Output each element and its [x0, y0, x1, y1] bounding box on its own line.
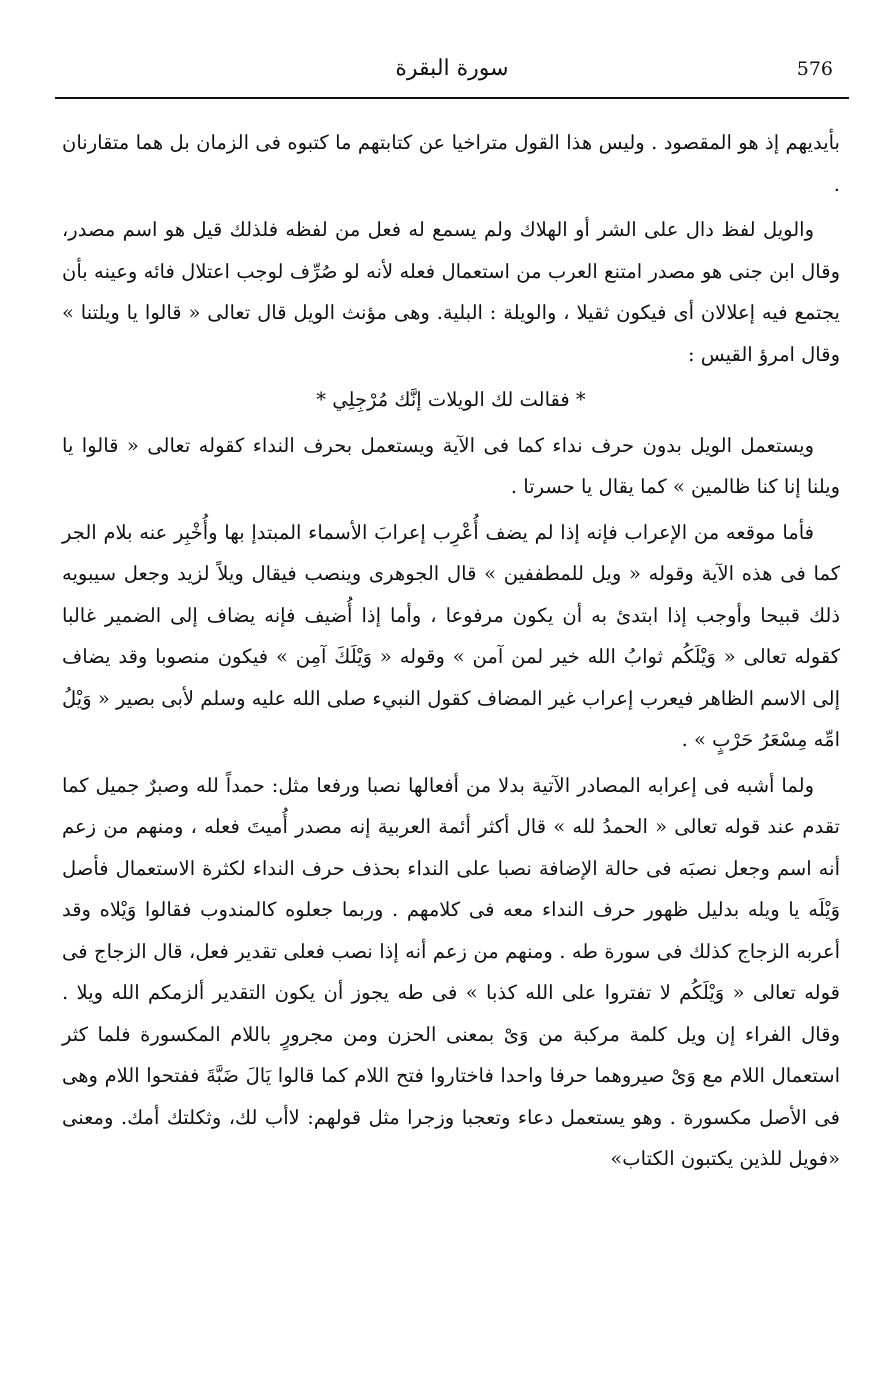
poetry-verse: * فقالت لك الويلات إنَّك مُرْجِلِي * — [316, 388, 586, 411]
paragraph-wayl-irab: فأما موقعه من الإعراب فإنه إذا لم يضف أُعْرِب إعرابَ الأسماء المبتدإ بها وأُخْبِر عنه بلام الجر كما فى هذه الآية وقوله « ويل للمطففين » قال الجوهرى وينصب فيقال ويلاً لزيد وجعل سيبويه ذلك قبيحا وأوجب إذا ابتدئ به أن يكون مرفوعا ، وأما إذا أُضيف فإنه يضاف إلى الضمير غالبا كقوله تعالى « وَيْلَكُم ثوابُ الله خير لمن آمن » وقوله « وَيْلَكَ آمِن » فيكون منصوبا وقد يضاف إلى الاسم الظاهر فيعرب إعراب غير المضاف كقول النبيء صلى الله عليه وسلم لأبى بصير « وَيْلُ امِّه مِسْعَرُ حَرْبٍ » . — [62, 520, 840, 751]
paragraph-continuation: بأيديهم إذ هو المقصود . وليس هذا القول متراخيا عن كتابتهم ما كتبوه فى الزمان بل هما متقارنان . — [62, 131, 840, 196]
page-number: 576 — [796, 58, 833, 80]
header-divider — [55, 97, 849, 99]
paragraph-wayl-masdar: ولما أشبه فى إعرابه المصادر الآتية بدلا من أفعالها نصبا ورفعا مثل: حمداً لله وصبرٌ جميل كما تقدم عند قوله تعالى « الحمدُ لله » قال أكثر أئمة العربية إنه مصدر أُميتَ فعله ، ومنهم من زعم أنه اسم وجعل نصبَه فى حالة الإضافة نصبا على النداء بحذف حرف النداء لكثرة الاستعمال فأصل وَيْلَه يا ويله بدليل ظهور حرف النداء معه فى كلامهم . وربما جعلوه كالمندوب فقالوا وَيْلاه وقد أعربه الزجاج كذلك فى سورة طه . ومنهم من زعم أنه إذا نصب فعلى تقدير فعل، قال الزجاج فى قوله تعالى « وَيْلَكُم لا تفتروا على الله كذبا » فى طه يجوز أن يكون التقدير ألزمكم الله ويلا . وقال الفراء إن ويل كلمة مركبة من وَىْ بمعنى الحزن ومن مجرورٍ باللام المكسورة فلما كثر استعمال اللام مع وَىْ صيروهما حرفا واحدا فاختاروا فتح اللام كما قالوا يَالَ ضَبَّةَ ففتحوا اللام وهى فى الأصل مكسورة . وهو يستعمل دعاء وتعجبا وزجرا مثل قولهم: لاأب لك، وثكلتك أمك. ومعنى «فويل للذين يكتبون الكتاب» — [62, 773, 840, 1170]
paragraph-wayl-definition: والويل لفظ دال على الشر أو الهلاك ولم يسمع له فعل من لفظه فلذلك قيل هو اسم مصدر، وقال ابن جنى هو مصدر امتنع العرب من استعمال فعله لأنه لو صُرِّف لوجب اعتلال فائه وعينه بأن يجتمع فيه إعلالان أى فيكون ثقيلا ، والويلة : البلية. وهى مؤنث الويل قال تعالى « قالوا يا ويلتنا » وقال امرؤ القيس : — [62, 218, 840, 366]
paragraph-wayl-usage: ويستعمل الويل بدون حرف نداء كما فى الآية ويستعمل بحرف النداء كقوله تعالى « قالوا يا ويلنا إنا كنا ظالمين » كما يقال يا حسرتا . — [62, 433, 840, 498]
body-text — [62, 122, 840, 1184]
surah-title: سورة البقرة — [395, 56, 509, 81]
running-header — [55, 52, 849, 92]
